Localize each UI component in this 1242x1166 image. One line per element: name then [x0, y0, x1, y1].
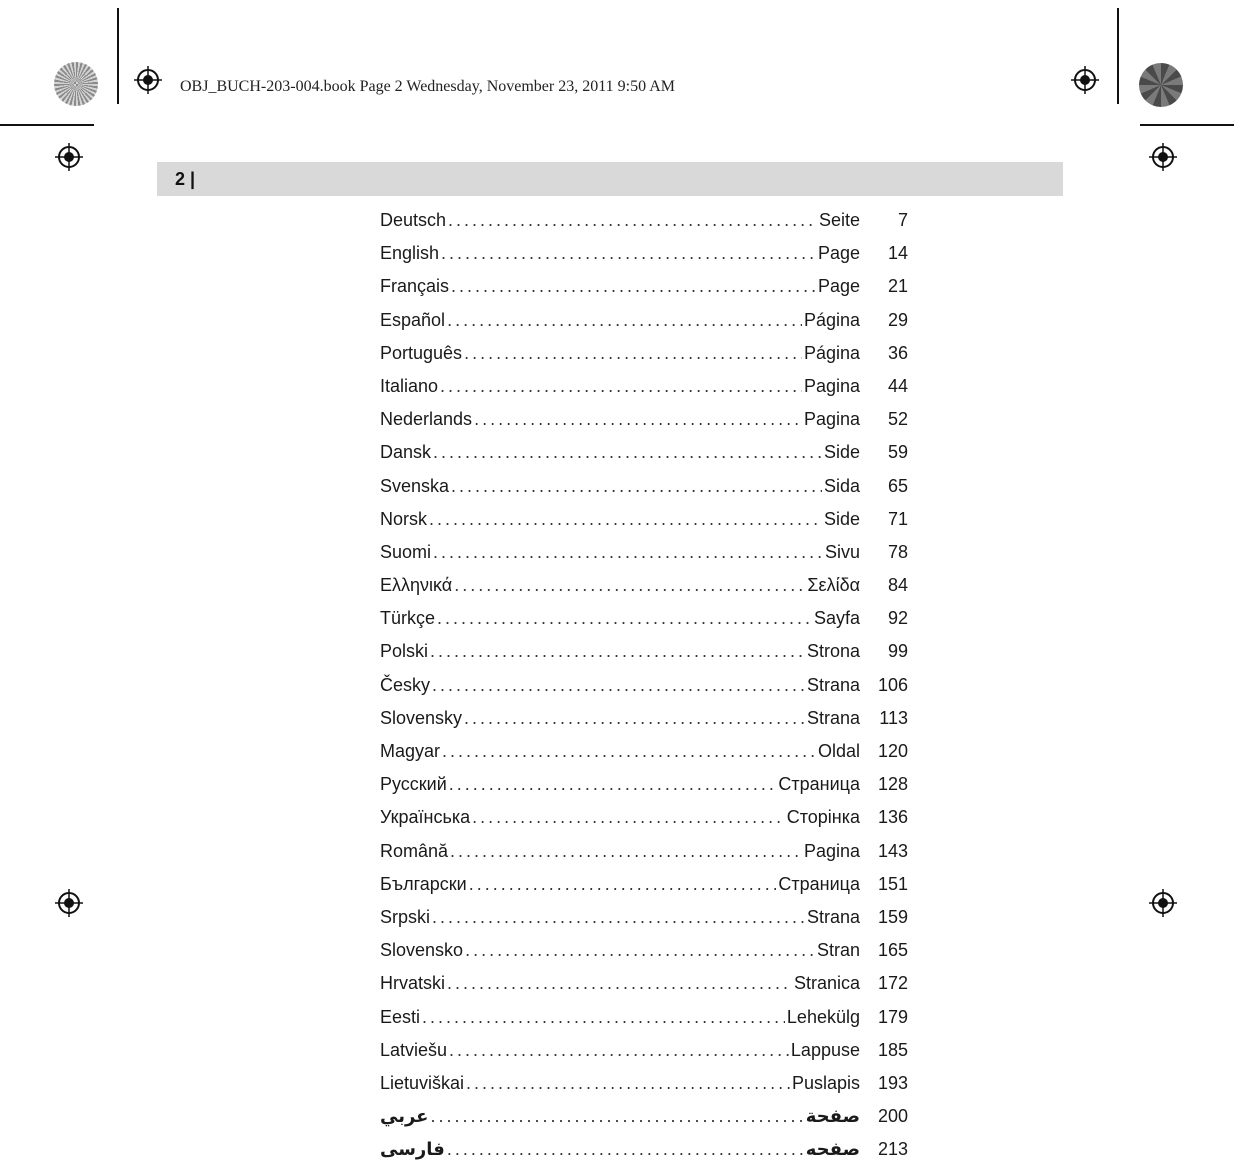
toc-entry	[380, 536, 908, 569]
toc-language: Suomi	[380, 541, 432, 562]
toc-language: Português	[380, 342, 463, 363]
toc-entry	[380, 702, 908, 735]
toc-page-number: 14	[887, 243, 908, 264]
trim-mark-top-right-vertical	[1117, 8, 1119, 104]
toc-page-word: Page	[817, 243, 860, 264]
toc-page-number: 78	[887, 541, 908, 562]
toc-entry	[380, 1067, 908, 1100]
toc-entry	[380, 436, 908, 469]
toc-page-word: Страница	[778, 774, 860, 795]
toc-page-word: Σελίδα	[807, 575, 860, 596]
trim-mark-top-right-horizontal	[1140, 124, 1234, 126]
toc-dot-leader	[469, 868, 777, 901]
toc-language: Ελληνικά	[380, 575, 453, 596]
toc-page-number: 151	[877, 873, 908, 894]
toc-entry	[380, 934, 908, 967]
toc-language: Česky	[380, 674, 431, 695]
toc-entry	[380, 204, 908, 237]
toc-page-number: 120	[877, 741, 908, 761]
toc-page-word: Stranica	[793, 973, 860, 994]
toc-dot-leader	[430, 1100, 803, 1133]
toc-page-word: Página	[803, 309, 860, 330]
toc-entry	[380, 602, 908, 635]
toc-entry	[380, 270, 908, 303]
toc-page-number: 7	[897, 210, 908, 230]
toc-page-number: 179	[877, 1006, 908, 1027]
toc-page-number: 213	[877, 1139, 908, 1160]
toc-dot-leader	[430, 635, 805, 668]
toc-page-number: 106	[877, 674, 908, 695]
toc-page-number: 84	[887, 575, 908, 596]
toc-dot-leader	[472, 801, 785, 834]
toc-language: Български	[380, 873, 467, 894]
toc-dot-leader	[422, 1001, 785, 1034]
toc-dot-leader	[454, 569, 805, 602]
toc-language: Español	[380, 309, 446, 330]
toc-entry	[380, 1133, 908, 1166]
toc-page-word: Página	[803, 342, 860, 363]
toc-page-number: 128	[877, 774, 908, 795]
table-of-contents	[380, 204, 908, 1166]
toc-language: Polski	[380, 641, 429, 662]
trim-mark-top-left-horizontal	[0, 124, 94, 126]
toc-page-number: 21	[887, 276, 908, 297]
toc-page-number: 29	[887, 309, 908, 330]
toc-page-number: 59	[887, 442, 908, 463]
page-header-bar	[157, 162, 1063, 196]
toc-language: Lietuviškai	[380, 1072, 465, 1093]
toc-dot-leader	[465, 934, 815, 967]
toc-dot-leader	[451, 270, 816, 303]
toc-page-number: 113	[879, 707, 908, 728]
toc-entry	[380, 337, 908, 370]
toc-entry	[380, 735, 908, 768]
toc-entry	[380, 901, 908, 934]
toc-dot-leader	[464, 337, 802, 370]
toc-page-word: Side	[823, 442, 860, 463]
toc-language: Français	[380, 276, 450, 297]
toc-page-word: Lehekülg	[786, 1006, 860, 1027]
toc-dot-leader	[432, 901, 805, 934]
trim-mark-top-left-vertical	[117, 8, 119, 104]
toc-entry	[380, 470, 908, 503]
toc-page-number: 200	[877, 1106, 908, 1127]
toc-entry	[380, 569, 908, 602]
toc-language: Italiano	[380, 375, 439, 396]
toc-dot-leader	[432, 669, 805, 702]
toc-entry	[380, 503, 908, 536]
toc-entry	[380, 868, 908, 901]
toc-page-word: صفحه	[805, 1139, 860, 1161]
toc-page-number: 185	[877, 1039, 908, 1060]
toc-entry	[380, 801, 908, 834]
toc-entry	[380, 768, 908, 801]
toc-dot-leader	[442, 735, 816, 768]
toc-dot-leader	[450, 835, 802, 868]
toc-language: Norsk	[380, 508, 428, 529]
toc-entry	[380, 304, 908, 337]
toc-language: Română	[380, 840, 449, 861]
toc-entry	[380, 835, 908, 868]
toc-dot-leader	[449, 1034, 789, 1067]
toc-language: Nederlands	[380, 409, 473, 430]
toc-page-word: Сторінка	[786, 807, 860, 828]
toc-language: Slovensko	[380, 940, 464, 961]
print-slug: OBJ_BUCH-203-004.book Page 2 Wednesday, November 23, 2011 9:50 AM	[180, 78, 675, 95]
toc-page-number: 44	[887, 375, 908, 396]
toc-dot-leader	[451, 470, 822, 503]
toc-dot-leader	[429, 503, 822, 536]
toc-page-number: 36	[887, 342, 908, 363]
toc-language: Deutsch	[380, 210, 447, 230]
toc-entry	[380, 669, 908, 702]
toc-page-word: Strana	[806, 674, 860, 695]
toc-page-word: صفحة	[805, 1106, 860, 1128]
toc-page-number: 136	[877, 807, 908, 828]
toc-language: Українська	[380, 807, 471, 828]
toc-dot-leader	[474, 403, 802, 436]
toc-language: Hrvatski	[380, 973, 446, 994]
toc-page-number: 165	[877, 940, 908, 961]
toc-page-word: Sayfa	[813, 608, 860, 629]
toc-page-word: Side	[823, 508, 860, 529]
toc-dot-leader	[447, 304, 802, 337]
toc-page-word: Sida	[823, 475, 860, 496]
toc-page-word: Страница	[778, 873, 860, 894]
registration-mark-icon	[1149, 889, 1177, 917]
color-wheel-right-icon	[1139, 63, 1183, 107]
toc-page-word: Strana	[806, 707, 860, 728]
toc-page-word: Strana	[806, 906, 860, 927]
registration-mark-icon	[134, 66, 162, 94]
toc-dot-leader	[447, 967, 792, 1000]
registration-mark-icon	[55, 143, 83, 171]
toc-page-number: 71	[887, 508, 908, 529]
toc-entry	[380, 967, 908, 1000]
toc-page-number: 65	[887, 475, 908, 496]
toc-language: Eesti	[380, 1006, 421, 1027]
toc-page-number: 172	[877, 973, 908, 994]
toc-page-number: 159	[877, 906, 908, 927]
toc-page-number: 52	[887, 409, 908, 430]
toc-page-word: Page	[817, 276, 860, 297]
toc-language: English	[380, 243, 440, 264]
toc-language: Русский	[380, 774, 447, 795]
toc-language: فارسی	[380, 1139, 445, 1161]
toc-language: عربي	[380, 1106, 429, 1128]
toc-language: Dansk	[380, 442, 432, 463]
toc-entry	[380, 370, 908, 403]
toc-dot-leader	[433, 436, 822, 469]
toc-page-number: 143	[877, 840, 908, 861]
toc-page-word: Stran	[816, 940, 860, 961]
toc-entry	[380, 1034, 908, 1067]
toc-page-word: Pagina	[803, 409, 860, 430]
page-number: 2 |	[175, 169, 196, 189]
toc-page-word: Pagina	[803, 840, 860, 861]
toc-entry	[380, 635, 908, 668]
toc-entry	[380, 237, 908, 270]
registration-mark-icon	[55, 889, 83, 917]
toc-page-number: 99	[887, 641, 908, 662]
registration-mark-icon	[1149, 143, 1177, 171]
toc-page-word: Lappuse	[790, 1039, 860, 1060]
toc-dot-leader	[466, 1067, 790, 1100]
toc-page-word: Sivu	[824, 541, 860, 562]
toc-language: Magyar	[380, 741, 441, 761]
toc-entry	[380, 403, 908, 436]
toc-dot-leader	[447, 1133, 804, 1166]
toc-page-word: Puslapis	[791, 1072, 860, 1093]
toc-dot-leader	[464, 702, 805, 735]
toc-entry	[380, 1001, 908, 1034]
toc-language: Türkçe	[380, 608, 436, 629]
toc-page-number: 193	[877, 1072, 908, 1093]
toc-dot-leader	[441, 237, 816, 270]
registration-mark-icon	[1071, 66, 1099, 94]
toc-page-word: Strona	[806, 641, 860, 662]
toc-dot-leader	[448, 204, 817, 237]
toc-dot-leader	[440, 370, 802, 403]
toc-dot-leader	[437, 602, 812, 635]
toc-dot-leader	[449, 768, 777, 801]
toc-page-word: Seite	[818, 210, 860, 230]
toc-dot-leader	[433, 536, 823, 569]
toc-language: Srpski	[380, 906, 431, 927]
color-wheel-left-icon	[54, 62, 98, 106]
toc-page-word: Pagina	[803, 375, 860, 396]
toc-language: Latviešu	[380, 1039, 448, 1060]
toc-page-word: Oldal	[817, 741, 860, 761]
toc-language: Svenska	[380, 475, 450, 496]
toc-entry	[380, 1100, 908, 1133]
toc-page-number: 92	[887, 608, 908, 629]
toc-language: Slovensky	[380, 707, 463, 728]
